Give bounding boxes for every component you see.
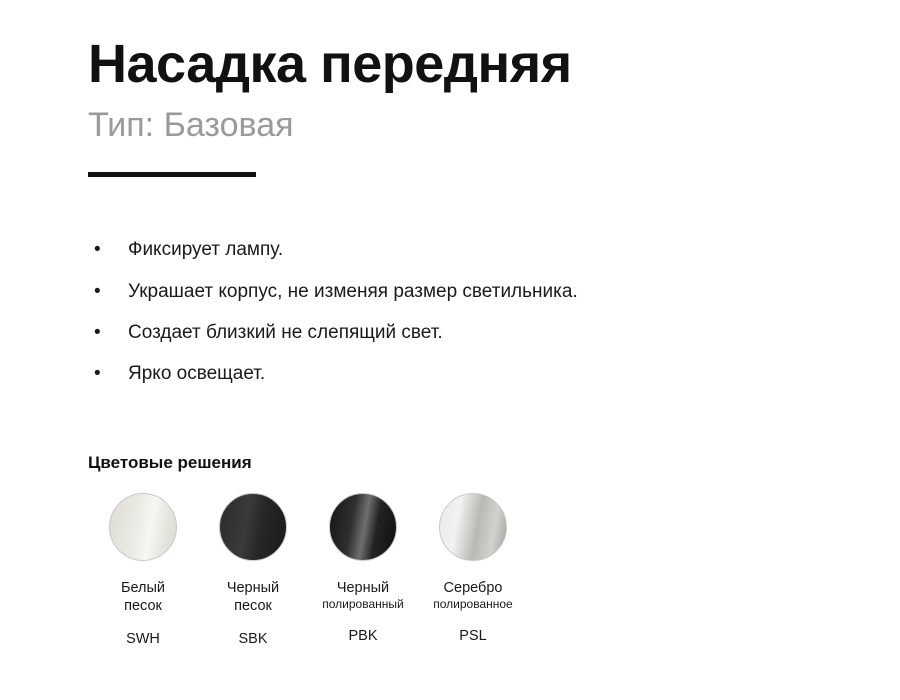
page-subtitle: Тип: Базовая — [88, 105, 294, 144]
color-disc-icon — [439, 493, 507, 561]
color-code: PSL — [459, 627, 487, 644]
feature-text: Украшает корпус, не изменяя размер светильника. — [128, 280, 578, 302]
color-code: SBK — [238, 631, 268, 648]
bullet-icon: • — [94, 363, 101, 385]
color-name — [198, 579, 308, 615]
title-divider — [88, 172, 256, 177]
color-name-line2: песок — [234, 597, 272, 614]
color-name-line1: Черный — [226, 579, 280, 596]
color-swatch-psl[interactable] — [418, 493, 528, 644]
color-disc-icon — [219, 493, 287, 561]
list-item — [88, 277, 840, 306]
color-name-line2: полированное — [433, 596, 513, 611]
color-disc-icon — [109, 493, 177, 561]
color-code: SWH — [126, 631, 160, 648]
color-name-line1: Белый — [120, 579, 166, 596]
color-name-line1: Серебро — [443, 579, 503, 596]
feature-text: Создает близкий не слепящий свет. — [128, 321, 443, 343]
bullet-icon: • — [94, 280, 101, 302]
list-item — [88, 359, 840, 388]
color-swatch-sbk[interactable] — [198, 493, 308, 647]
color-name — [308, 579, 418, 612]
feature-text: Ярко освещает. — [128, 363, 266, 385]
list-item — [88, 318, 840, 347]
color-swatch-row — [88, 493, 840, 647]
bullet-icon: • — [94, 239, 101, 261]
list-item — [88, 235, 840, 264]
colors-section-heading: Цветовые решения — [88, 452, 252, 472]
feature-list — [88, 235, 840, 389]
color-code: PBK — [348, 627, 378, 644]
bullet-icon: • — [94, 321, 101, 343]
color-disc-icon — [329, 493, 397, 561]
color-name-line2: песок — [124, 597, 162, 614]
color-name — [418, 579, 528, 612]
color-name-line2: полированный — [322, 596, 404, 611]
feature-text: Фиксирует лампу. — [128, 239, 284, 261]
color-name-line1: Черный — [336, 579, 390, 596]
page-title: Насадка передняя — [88, 34, 572, 94]
color-name — [88, 579, 198, 615]
color-swatch-swh[interactable] — [88, 493, 198, 647]
color-swatch-pbk[interactable] — [308, 493, 418, 644]
